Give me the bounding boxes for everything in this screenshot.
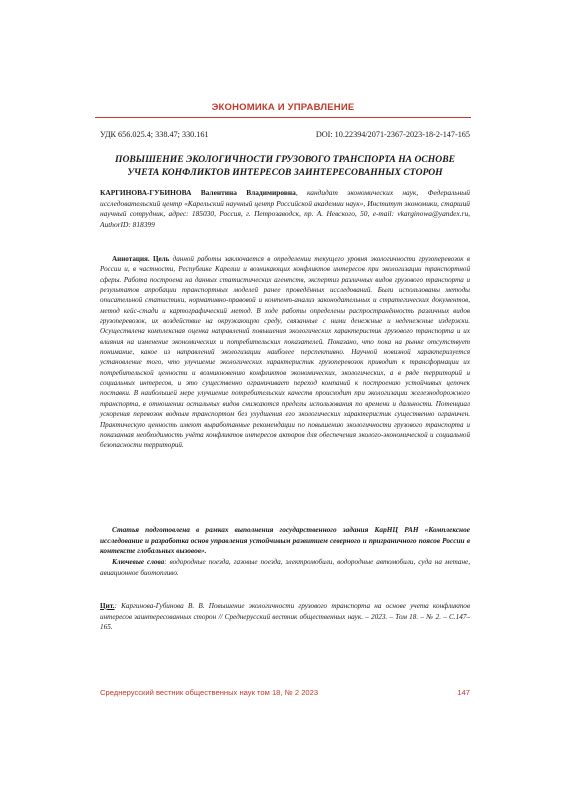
article-meta [100,130,470,139]
journal-name: Среднерусский вестник общественных наук том 18, № 2 2023 [100,688,319,697]
author-details: , кандидат экономических наук, Федеральный исследовательский центр «Карельский научный центр Российской академии наук», Институт экономики, старший научный сотрудник, адрес: 185030, Россия, г. Петрозаводск, пр. А. Невского, 50, e-mail: vkarginowa@yandex.ru, AuthorID: 818399 [100,188,470,229]
keywords-text: : водородные поезда, газовые поезда, электромобили, водородные автомобили, суда на метане, авиационное биотопливо. [100,558,470,577]
abstract-text: данной работы заключается в определении текущего уровня экологичности грузоперевозок в России и, в частности, Республике Карелии и возникающих конфликтов интересов при экологизации транспортной сферы. Работа построена на данных статистических агентств, экспертиз различных видов грузового транспорта и результатов апробации транспортных моделей ранее проведённых исследований. Были использованы методы описательной статистики, нормативно-правовой и контент-анализ законодательных и стратегических документов, метод кейс-стади и картографический метод. В ходе работы определены распространённость различных видов грузоперевозок, их воздействие на окружающую среду, связанные с ними денежные и неденежные издержки. Осуществлена комплексная оценка направлений повышения экологических характеристик грузового транспорта и их влияния на изменение экономических и потребительских показателей. Показано, что пока на рынке отсутствует понимание, какое из направлений экологизации наиболее перспективно. Научной новизной характеризуется установление того, что улучшение экологических характеристик грузоперевозок приводит к трансформации их потребительской ценности и возникновению конфликтов экономических, экологических, а в ряде территорий и социальных интересов, и это существенно ограничивает переход компаний к построению устойчивых цепочек поставки. В наибольшей мере улучшение потребительских качеств происходит при экологизации железнодорожного транспорта, в отношении остальных видов снижаются пределы использования по времени и дальности. Потенциал ускорения перевозок водным транспортом без ухудшения его экологических характеристик существенно ограничен. Практическую ценность имеют выработанные рекомендации по повышению экологичности грузового транспорта и показанная необходимость учёта конфликтов интересов акторов для обеспечения эколого-экономической и социальной безопасности территорий. [100,255,470,450]
page-footer [100,688,470,697]
citation [100,601,470,633]
article-title: ПОВЫШЕНИЕ ЭКОЛОГИЧНОСТИ ГРУЗОВОГО ТРАНСПОРТА НА ОСНОВЕ УЧЕТА КОНФЛИКТОВ ИНТЕРЕСОВ ЗАИНТЕРЕСОВАННЫХ СТОРОН [114,154,455,178]
page-number: 147 [457,688,470,697]
keywords [100,557,470,578]
citation-text: : Каргинова-Губинова В. В. Повышение экологичности грузового транспорта на основе учета конфликтов интересов заинтересованных сторон // Среднерусский вестник общественных наук. – 2023. – Том 18. – № 2. – С.147–165. [100,602,470,632]
section-divider [95,117,471,118]
doi-code: DOI: 10.22394/2071-2367-2023-18-2-147-165 [315,130,470,139]
keywords-label: Ключевые слова [112,558,165,566]
section-heading: ЭКОНОМИКА И УПРАВЛЕНИЕ [211,102,355,113]
abstract-label: Аннотация. Цель [112,255,170,263]
udk-code: УДК 656.025.4; 338.47; 330.161 [100,130,209,139]
funding-note: Статья подготовлена в рамках выполнения государственного задания КарНЦ РАН «Комплексное исследование и разработка основ управления устойчивым развитием северного и приграничного поясов России в контексте глобальных вызовов». [100,525,470,556]
author-name: КАРГИНОВА-ГУБИНОВА Валентина Владимировна [100,188,296,197]
citation-label: Цит. [100,602,115,610]
author-info [100,188,470,230]
abstract [100,254,470,451]
